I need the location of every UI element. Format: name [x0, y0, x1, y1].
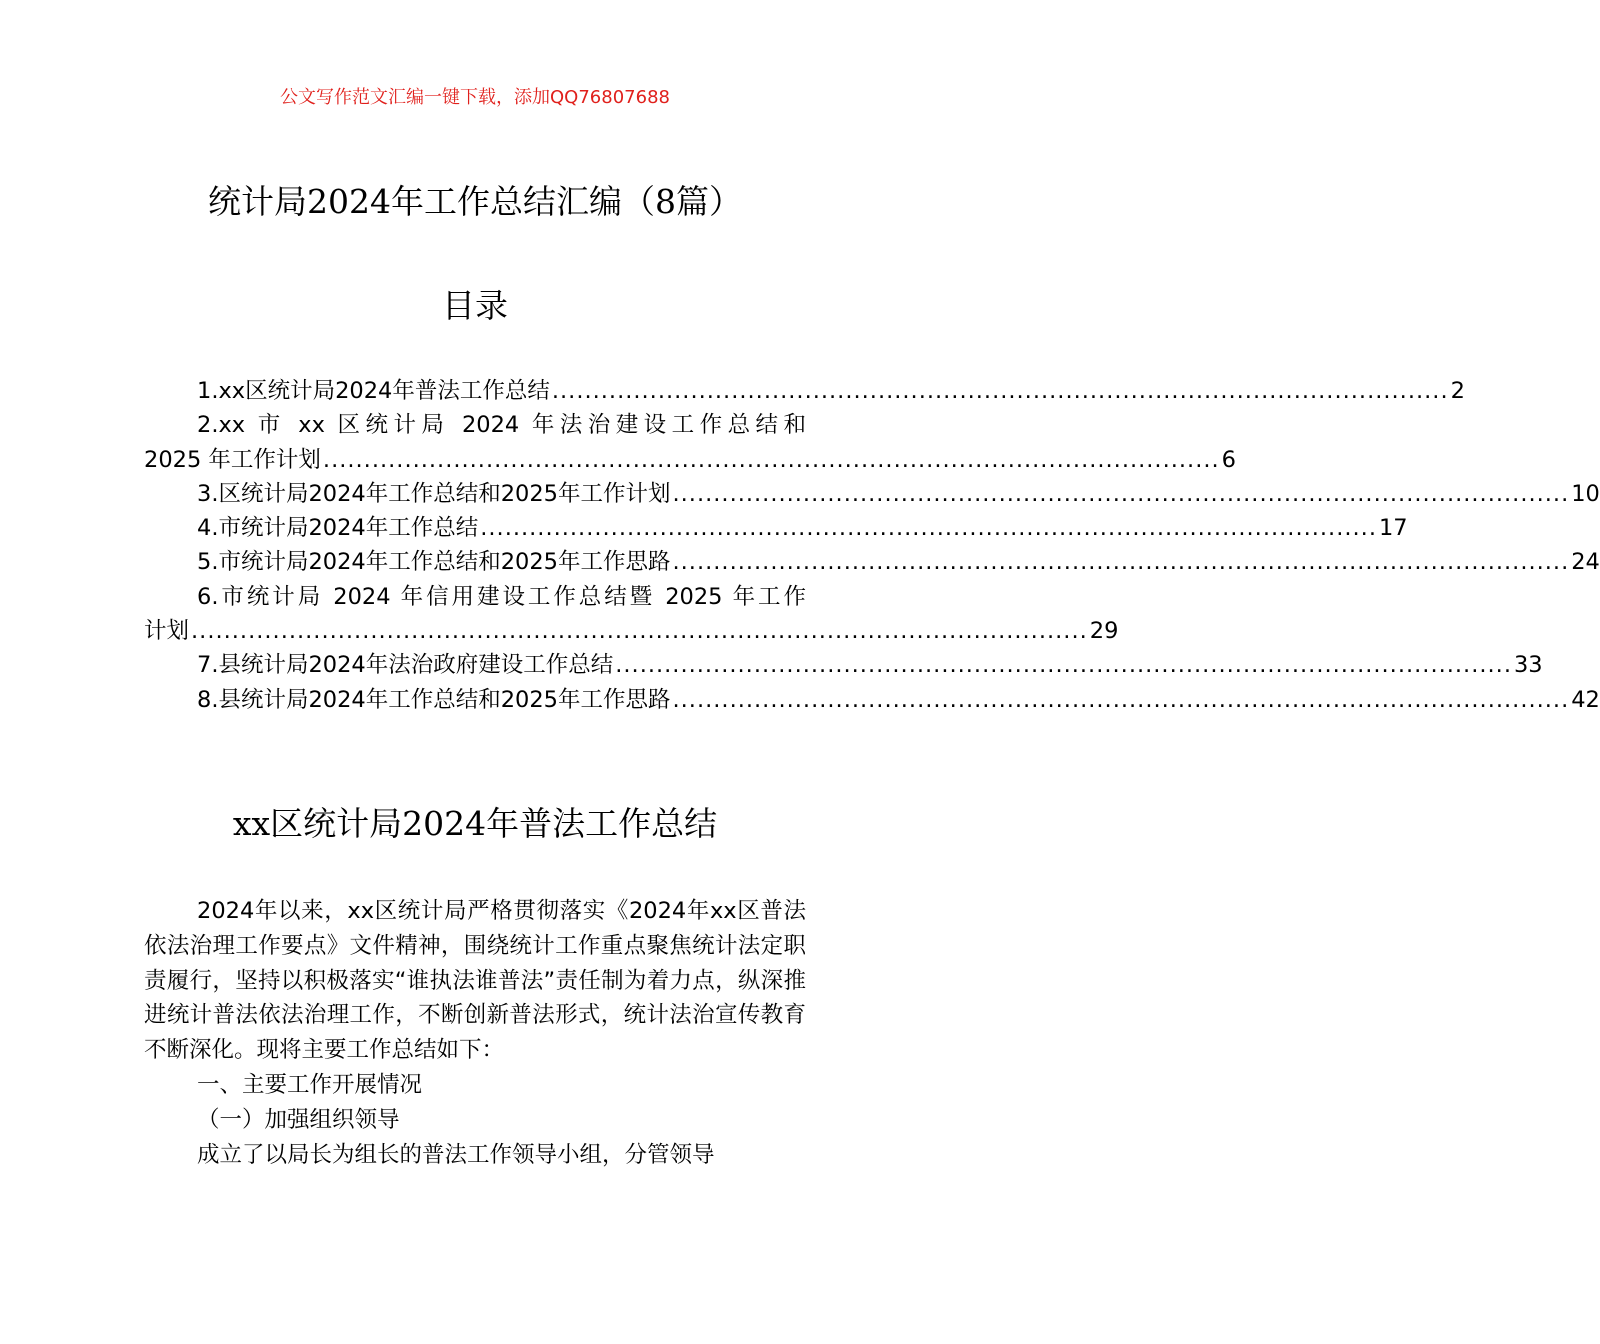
- article-body: [144, 894, 806, 1172]
- article-title: xx区统计局2024年普法工作总结: [232, 804, 718, 843]
- toc-entry-text: 2025 年工作计划: [144, 446, 321, 473]
- toc-entry-text: 8.县统计局2024年工作总结和2025年工作思路: [197, 686, 671, 713]
- heading-level-1: 一、主要工作开展情况: [197, 1071, 423, 1098]
- toc-entry[interactable]: [144, 648, 1543, 682]
- toc-entry-page: 2: [1450, 378, 1465, 404]
- heading-level-2: （一）加强组织领导: [197, 1106, 400, 1133]
- toc-entry-text: 3.区统计局2024年工作总结和2025年工作计划: [197, 480, 671, 507]
- toc-entry-page: 24: [1571, 549, 1600, 576]
- paragraph-body: 成立了以局长为组长的普法工作领导小组，分管领导: [197, 1141, 715, 1168]
- toc-entry-page: 10: [1571, 480, 1600, 507]
- table-of-contents: [144, 374, 1600, 717]
- toc-leader: ..............................................................................................................: [191, 618, 1088, 645]
- toc-entry-text: 5.市统计局2024年工作总结和2025年工作思路: [197, 549, 671, 576]
- toc-leader: ..............................................................................................................: [322, 446, 1220, 473]
- toc-leader: ..............................................................................................................: [615, 652, 1512, 679]
- toc-leader: ..............................................................................................................: [672, 549, 1570, 576]
- toc-leader: ..............................................................................................................: [672, 480, 1570, 507]
- toc-entry[interactable]: [144, 374, 1465, 408]
- toc-entry-page: 6: [1221, 446, 1236, 473]
- toc-entry-page: 42: [1571, 686, 1600, 713]
- toc-entry-page: 33: [1513, 652, 1543, 679]
- toc-entry-page: 29: [1089, 618, 1119, 645]
- toc-entry[interactable]: [144, 683, 1600, 717]
- toc-entry-page: 17: [1378, 515, 1408, 542]
- toc-entry[interactable]: [144, 477, 1600, 511]
- toc-heading: 目录: [442, 286, 508, 325]
- toc-leader: ..............................................................................................................: [480, 515, 1377, 542]
- toc-entry-text: 计划: [144, 618, 190, 645]
- toc-entry-continuation[interactable]: [144, 443, 1236, 477]
- toc-entry-text: 6.市统计局 2024 年信用建设工作总结暨 2025 年工作: [197, 583, 806, 610]
- toc-entry[interactable]: [144, 545, 1600, 579]
- download-banner[interactable]: 公文写作范文汇编一键下载，添加QQ76807688: [280, 87, 670, 108]
- toc-entry[interactable]: [144, 511, 1408, 545]
- toc-leader: ..............................................................................................................: [551, 378, 1449, 404]
- toc-entry-continuation[interactable]: [144, 614, 1119, 648]
- toc-entry[interactable]: [144, 408, 806, 442]
- toc-entry-text: 4.市统计局2024年工作总结: [197, 515, 479, 542]
- document-title: 统计局2024年工作总结汇编（8篇）: [208, 182, 742, 221]
- toc-entry[interactable]: [144, 580, 806, 614]
- toc-entry-text: 7.县统计局2024年法治政府建设工作总结: [197, 652, 614, 679]
- paragraph-intro: 2024年以来，xx区统计局严格贯彻落实《2024年xx区普法依法治理工作要点》文件精神，围绕统计工作重点聚焦统计法定职责履行，坚持以积极落实“谁执法谁普法”责任制为着力点，纵深推进统计普法依法治理工作，不断创新普法形式，统计法治宣传教育不断深化。现将主要工作总结如下：: [144, 898, 806, 1064]
- toc-entry-text: 2.xx 市 xx 区统计局 2024 年法治建设工作总结和: [197, 412, 806, 439]
- toc-entry-text: 1.xx区统计局2024年普法工作总结: [197, 378, 550, 404]
- toc-leader: ..............................................................................................................: [672, 686, 1570, 713]
